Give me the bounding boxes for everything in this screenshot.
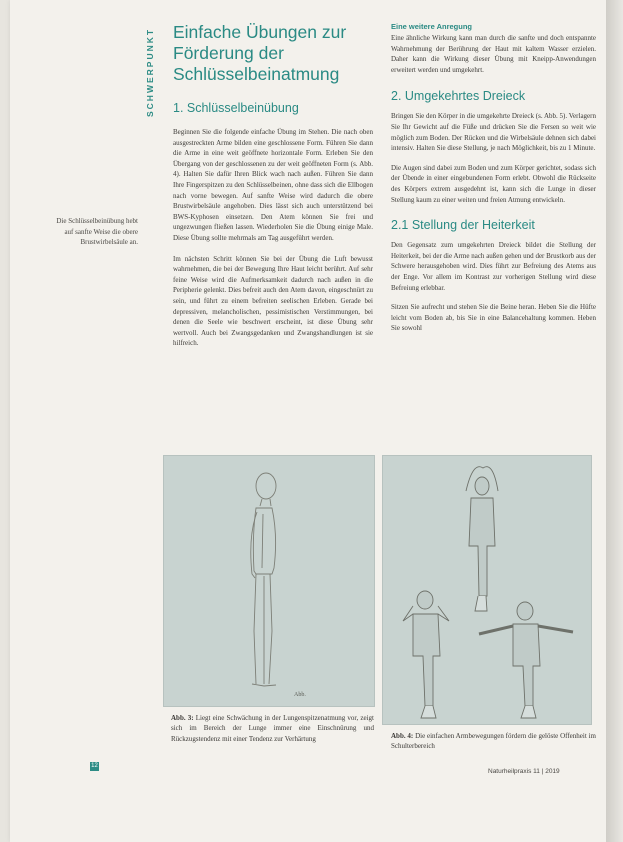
anregung-heading: Eine weitere Anregung	[391, 22, 472, 31]
figure-arm-exercises	[382, 455, 592, 725]
section-1-paragraph-1: Beginnen Sie die folgende einfache Übung im Stehen. Die nach oben ausgestreckten Arme bilden eine geschlossene Form. Führen Sie dann die Arme in eine weit geöffnete horizontale Form. Erleben Sie den Übergang von der geschlossenen zu der weit geöffneten Form (s. Abb. 4). Halten Sie dafür Ihren Blick wach nach außen. Führen Sie dann Ihre Fingerspitzen zu den Schlüsselbeinen, ohne dass sich die Ellbogen nach vorne bewegen. Auf sanfte Weise wird dadurch die obere Brustwirbelsäule angehoben. Dies lässt sich auch unterstützend bei BWS-Kyphosen einsetzen. Den Atem können Sie frei und ungezwungen fließen lassen. Wiederholen Sie die Übung einige Male. Diese Übung sollte mehrmals am Tag ausgeführt werden.	[173, 128, 373, 242]
standing-person-sketch	[164, 456, 374, 706]
sketch-label: Abb.	[294, 692, 306, 698]
right-column	[391, 22, 596, 334]
left-column	[173, 22, 373, 349]
footer-journal: Naturheilpraxis 11 | 2019	[488, 768, 560, 775]
section-2-1-heading: 2.1 Stellung der Heiterkeit	[391, 218, 535, 233]
magazine-page	[10, 0, 606, 842]
figure-4-caption-text: Die einfachen Armbewegungen fördern die gelöste Offenheit im Schulterbereich	[391, 732, 596, 751]
anregung-text: Eine ähnliche Wirkung kann man durch die sanfte und doch entspannte Wahrnehmung der Berührung der Haut mit kaltem Wasser erzielen. Daher kann die Wirkung dieser Übung mit Kneipp-Anwendungen erweitert werden und umgekehrt.	[391, 34, 596, 74]
section-2-1-paragraph-1: Den Gegensatz zum umgekehrten Dreieck bildet die Stellung der Heiterkeit, bei der die Arme nach außen gehen und der Brustkorb aus der Schwere herausgehoben wird. Dies führt zur Befreiung des Atems aus der Enge. Vor allem im Kontrast zur vorherigen Stellung wird diese Befreiung erlebbar.	[391, 241, 596, 292]
figure-4-caption	[391, 731, 596, 752]
section-2-paragraph-2: Die Augen sind dabei zum Boden und zum Körper gerichtet, sodass sich der Übende in einer eingebundenen Form erlebt. Obwohl die Rückseite des Körpers extrem ausgedehnt ist, kann sich die Lunge in dieser Stellung kaum zu einer weiten und freien Atmung entwickeln.	[391, 163, 596, 204]
section-2-paragraph-1: Bringen Sie den Körper in die umgekehrte Dreieck (s. Abb. 5). Verlagern Sie Ihr Gewicht auf die Füße und drücken Sie die Fersen so weit wie möglich zum Boden. Der Rücken und die Wirbelsäule dehnen sich dabei intensiv. Halten Sie diese Stellung, je nach Möglichkeit, bis zu 1 Minute.	[391, 112, 596, 153]
section-2-1-paragraph-2: Sitzen Sie aufrecht und stehen Sie die Beine heran. Heben Sie die Hüfte leicht vom Boden ab, bis Sie in eine Balancehaltung kommen. Heben Sie sowohl	[391, 303, 596, 333]
page-number: 12	[91, 763, 98, 769]
section-1-heading: 1. Schlüsselbeinübung	[173, 101, 299, 115]
figure-3-label: Abb. 3:	[171, 714, 194, 722]
figure-3-caption	[171, 713, 374, 744]
figure-standing-person	[163, 455, 375, 707]
figure-3-caption-text: Liegt eine Schwächung in der Lungenspitzenatmung vor, zeigt sich im Bereich der Lunge immer eine Einschnürung und Rückzugstendenz mit einer Tendenz zur Verhärtung	[171, 714, 374, 743]
section-1-paragraph-2: Im nächsten Schritt können Sie bei der Übung die Luft bewusst wahrnehmen, die bei der Bewegung Ihre Haut leicht berührt. Auf sehr feine Weise wird die Aufmerksamkeit dadurch nach außen in die Peripherie gelenkt. Dies befreit auch den Atem davon, eingeschnürt zu sein, und führt zu einem befreiten seelischen Erleben. Gerade bei depressiven, melancholischen, pessimistischen Verstimmungen, bei denen die Seele wie beschwert erscheint, ist diese Übung sehr wertvoll. Auch bei Zwangsgedanken und Zwangshandlungen ist sie hilfreich.	[173, 254, 373, 348]
arm-exercises-sketch	[383, 456, 591, 724]
margin-note: Die Schlüsselbeinübung hebt auf sanfte Weise die obere Brustwirbelsäule an.	[56, 217, 138, 246]
next-page-edge	[606, 0, 623, 842]
article-title: Einfache Übungen zur Förderung der Schlüsselbeinatmung	[173, 22, 347, 84]
section-2-heading: 2. Umgekehrtes Dreieck	[391, 89, 526, 104]
section-tag: SCHWERPUNKT	[145, 28, 155, 118]
figure-4-label: Abb. 4:	[391, 732, 414, 740]
